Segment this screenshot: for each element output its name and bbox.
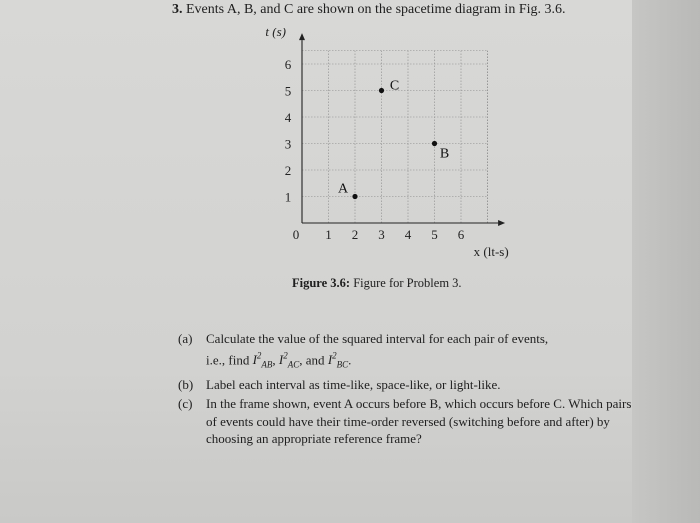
y-tick-label: 2: [284, 163, 292, 178]
figure-caption-label: Figure 3.6:: [292, 276, 351, 290]
event-point-b: [432, 141, 437, 146]
x-axis-label: x (lt-s): [473, 244, 509, 259]
event-point-a: [352, 194, 357, 199]
part-c-label: (c): [178, 396, 193, 412]
part-b: [178, 376, 633, 394]
y-axis-arrow: [299, 33, 305, 40]
event-label-b: B: [439, 146, 450, 162]
y-tick-label: 3: [284, 136, 292, 152]
part-a-and: and: [305, 351, 325, 367]
spacetime-diagram: [250, 28, 530, 263]
x-axis-arrow: [498, 220, 505, 226]
x-tick-label: 5: [431, 227, 438, 242]
part-a-label: (a): [178, 331, 193, 346]
part-c-text: In the frame shown, event A occurs before B, which occurs before C. Which pairs of events could have their time-order reversed (switching before and after) by choosing an appropriate reference frame?: [206, 396, 632, 447]
x-tick-label: 4: [404, 227, 412, 242]
part-a-text-1: Calculate the value of the squared interval for each pair of events,: [206, 331, 549, 346]
event-point-c: [379, 88, 384, 93]
problem-text: Events A, B, and C are shown on the spacetime diagram in Fig. 3.6.: [186, 2, 566, 17]
interval-ac: $I^2_{AC}$: [278, 350, 300, 370]
problem-statement: [172, 2, 566, 18]
part-a: (a) Calculate the value of the squared interval for each pair of events, i.e., find $I^2_{AB}$, $I^2_{AC}$, and $I^2_{BC}$.: [178, 331, 549, 370]
spacetime-diagram-svg: [250, 28, 530, 263]
x-tick-label: 0: [292, 227, 300, 242]
figure-caption: [292, 276, 462, 291]
problem-parts: [178, 330, 633, 450]
y-tick-label: 5: [284, 83, 292, 99]
interval-ab: $I^2_{AB}$: [252, 350, 273, 370]
y-tick-label: 6: [284, 57, 292, 72]
x-tick-label: 2: [351, 227, 359, 242]
event-label-c: C: [389, 78, 400, 94]
problem-number: 3.: [172, 2, 183, 17]
part-b-text: Label each interval as time-like, space-like, or light-like.: [206, 376, 501, 392]
part-a-text-2: i.e., find: [206, 351, 250, 367]
event-label-a: A: [337, 181, 349, 197]
x-tick-label: 1: [325, 227, 332, 242]
figure-caption-text: Figure for Problem 3.: [353, 276, 462, 290]
y-tick-label: 1: [284, 189, 292, 205]
interval-bc: $I^2_{BC}$: [327, 350, 349, 370]
part-b-label: (b): [178, 376, 194, 392]
x-tick-label: 6: [457, 227, 465, 242]
page-edge-shadow: [632, 0, 700, 523]
y-axis-label: t (s): [265, 28, 286, 40]
y-tick-label: 4: [284, 110, 292, 125]
part-c: [178, 395, 633, 448]
x-tick-label: 3: [378, 227, 385, 242]
